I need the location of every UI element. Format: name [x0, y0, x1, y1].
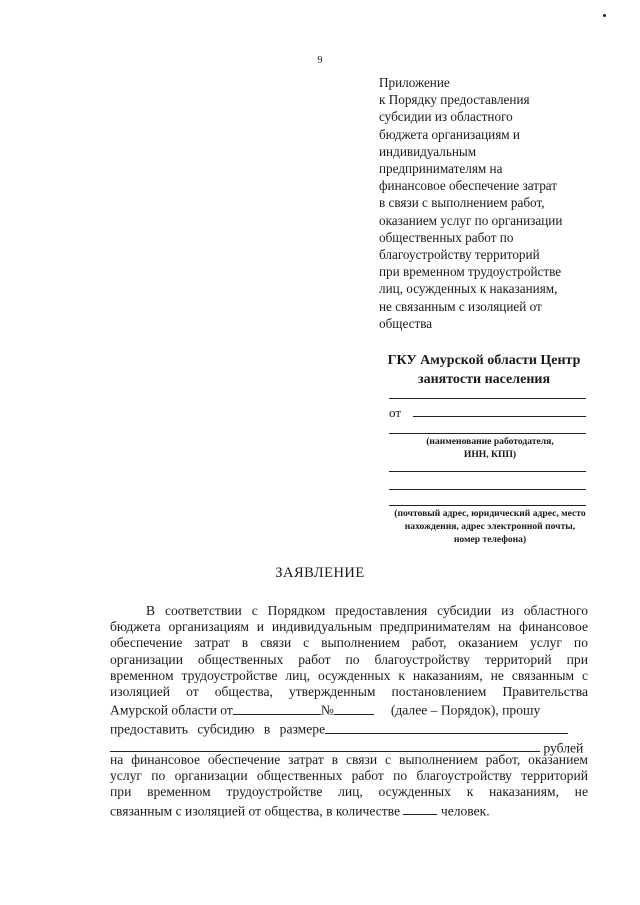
text-fragment: (далее – Порядок), прошу: [390, 702, 541, 718]
appendix-line: не связанным с изоляцией от: [379, 298, 542, 314]
amount-blank[interactable]: [325, 719, 568, 734]
blank-line[interactable]: [389, 489, 586, 490]
appendix-header: [379, 74, 594, 332]
employer-caption: [385, 435, 595, 461]
blank-line[interactable]: [389, 471, 586, 472]
blank-line[interactable]: [389, 433, 586, 434]
recipient-name-line1: ГКУ Амурской области Центр: [387, 353, 581, 368]
caption-line: нахождения, адрес электронной почты,: [404, 521, 576, 532]
appendix-line: оказанием услуг по организации: [379, 212, 563, 228]
text-line: изоляцией от общества, утвержденным постановлением Правительства: [110, 684, 588, 700]
document-title: ЗАЯВЛЕНИЕ: [275, 565, 365, 581]
appendix-line: бюджета организациям и: [379, 126, 520, 142]
text-line: [110, 719, 588, 738]
blank-line-from[interactable]: [413, 416, 586, 417]
text-line: организации общественных работ по благоустройству территорий при: [110, 651, 588, 667]
text-line: бюджета организациям и индивидуальным предпринимателям на финансовое: [110, 619, 588, 635]
paragraph-2: [110, 752, 588, 819]
text-fragment: связанным с изоляцией от общества, в количестве: [110, 803, 401, 819]
count-blank[interactable]: [403, 801, 437, 816]
text-fragment: человек.: [440, 803, 490, 819]
appendix-line: Приложение: [379, 75, 450, 90]
blank-line[interactable]: [389, 398, 586, 399]
page-number: 9: [317, 55, 323, 66]
appendix-line: при временном трудоустройстве: [379, 264, 562, 280]
amount-words-blank[interactable]: [110, 738, 540, 753]
appendix-line: индивидуальным: [379, 143, 477, 159]
text-line: услуг по организации общественных работ по благоустройству территорий: [110, 768, 588, 784]
text-line: [110, 801, 588, 820]
caption-line: (наименование работодателя,: [426, 436, 554, 447]
caption-line: (почтовый адрес, юридический адрес, место: [394, 508, 586, 519]
appendix-line: предпринимателям на: [379, 161, 503, 177]
from-label: от: [389, 405, 402, 420]
text-line: [110, 700, 588, 719]
text-line: В соответствии с Порядком предоставления субсидии из областного: [146, 603, 588, 618]
currency-label: рублей: [543, 740, 584, 756]
date-blank[interactable]: [233, 700, 321, 715]
caption-line: ИНН, КПП): [463, 449, 517, 460]
text-fragment: предоставить субсидию в размере: [110, 721, 326, 737]
caption-line: номер телефона): [453, 534, 527, 545]
appendix-line: в связи с выполнением работ,: [379, 195, 545, 211]
appendix-line: к Порядку предоставления: [379, 92, 530, 108]
recipient-block: [380, 351, 588, 389]
text-line: временном трудоустройстве лиц, осужденных к наказаниям, не связанным с: [110, 667, 588, 683]
address-caption: [385, 507, 595, 546]
recipient-name-line2: занятости населения: [417, 372, 551, 387]
text-line: обеспечение затрат в связи с выполнением работ, оказанием услуг по: [110, 635, 588, 651]
appendix-line: общества: [379, 315, 433, 331]
appendix-line: благоустройству территорий: [379, 247, 540, 263]
paragraph-1: [110, 603, 588, 757]
text-fragment: Амурской области от: [110, 702, 233, 718]
text-line: на финансовое обеспечение затрат в связи с выполнением работ, оказанием: [110, 752, 588, 767]
blank-line[interactable]: [389, 505, 586, 506]
appendix-line: общественных работ по: [379, 229, 514, 245]
appendix-line: лиц, осужденных к наказаниям,: [379, 281, 558, 297]
scan-speck: [603, 14, 606, 17]
number-blank[interactable]: [334, 700, 374, 715]
text-line: при временном трудоустройстве лиц, осужденных к наказаниям, не: [110, 784, 588, 800]
appendix-line: субсидии из областного: [379, 109, 513, 125]
appendix-line: финансовое обеспечение затрат: [379, 178, 558, 194]
number-sign: №: [320, 702, 334, 718]
